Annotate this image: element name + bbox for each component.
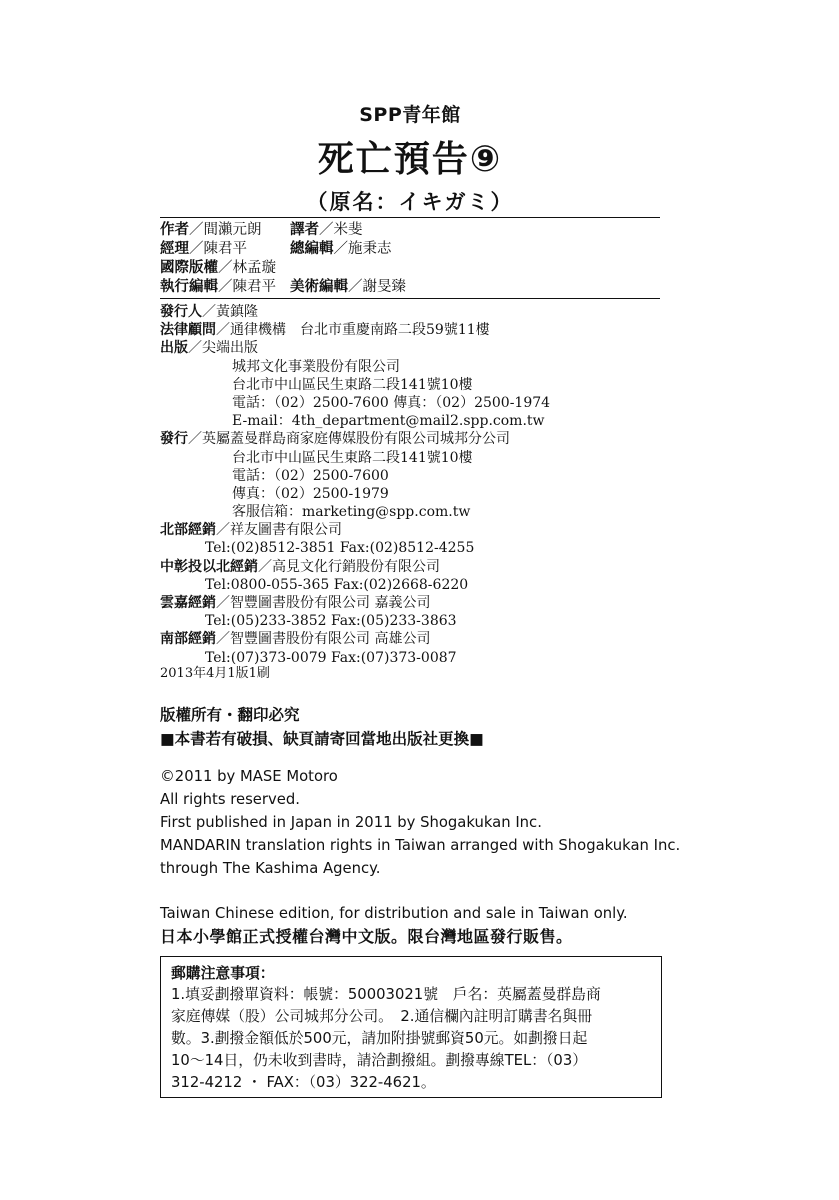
- credit-value: ／陳君平: [218, 279, 276, 295]
- credit-value: ／米斐: [319, 222, 363, 238]
- publication-line: [160, 394, 660, 412]
- title-block: [160, 100, 660, 216]
- publication-line: [160, 521, 660, 539]
- publication-value: ／高見文化行銷股份有限公司: [258, 558, 440, 575]
- copyright-line: First published in Japan in 2011 by Shogakukan Inc.: [160, 814, 542, 831]
- publication-line: [160, 539, 660, 557]
- credit-label: 執行編輯: [160, 279, 218, 295]
- damage-return-notice: ■本書若有破損、缺頁請寄回當地出版社更換■: [160, 730, 484, 748]
- publication-value: ／黃鎮隆: [202, 304, 258, 320]
- staff-credits: [160, 221, 660, 297]
- publication-value: 傳真：（02）2500-1979: [232, 485, 389, 502]
- publication-label: 中彰投以北經銷: [160, 558, 258, 575]
- publication-line: [160, 594, 660, 612]
- credit-label: 經理: [160, 241, 189, 257]
- edition-chinese: 日本小學館正式授權台灣中文版。限台灣地區發行販售。: [160, 927, 573, 946]
- credit-value: ／林孟璇: [218, 260, 276, 276]
- publication-label: 北部經銷: [160, 522, 216, 539]
- publication-line: [160, 558, 660, 576]
- publication-value: Tel:(07)373-0079 Fax:(07)373-0087: [205, 649, 457, 666]
- publication-line: [160, 358, 660, 376]
- publication-value: ／英屬蓋曼群島商家庭傳媒股份有限公司城邦分公司: [188, 431, 510, 448]
- publication-value: ／智豐圖書股份有限公司 嘉義公司: [216, 595, 431, 611]
- notice-line: 數。3.劃撥金額低於500元，請加附掛號郵資50元。如劃撥日起: [171, 1030, 588, 1047]
- original-title: （原名：イキガミ）: [306, 190, 514, 214]
- publication-line: [160, 303, 660, 321]
- notice-line: 1.填妥劃撥單資料：帳號：50003021號 戶名：英屬蓋曼群島商: [171, 986, 601, 1003]
- series-name: SPP青年館: [359, 104, 461, 126]
- publication-value: ／祥友圖書有限公司: [216, 522, 342, 539]
- publication-line: [160, 485, 660, 503]
- notice-line: 10～14日，仍未收到書時，請洽劃撥組。劃撥專線TEL：（03）: [171, 1052, 588, 1069]
- publication-value: Tel:(02)8512-3851 Fax:(02)8512-4255: [205, 540, 475, 557]
- publication-value: 電話：（02）2500-7600: [232, 467, 389, 484]
- mail-order-notice-box: [160, 956, 662, 1098]
- credit-label: 譯者: [290, 222, 319, 238]
- publication-value: ／智豐圖書股份有限公司 高雄公司: [216, 631, 431, 648]
- publication-label: 南部經銷: [160, 631, 216, 648]
- publication-line: [160, 630, 660, 648]
- publication-value: 客服信箱：marketing@spp.com.tw: [232, 504, 471, 521]
- publication-line: [160, 503, 660, 521]
- book-title: 死亡預告⑨: [317, 139, 503, 180]
- publication-value: 台北市中山區民生東路二段141號10樓: [232, 449, 473, 466]
- publication-label: 法律顧問: [160, 322, 216, 339]
- publication-line: [160, 376, 660, 394]
- publication-line: [160, 467, 660, 485]
- publication-label: 出版: [160, 340, 188, 357]
- rights-notice: [160, 703, 484, 751]
- publication-line: [160, 449, 660, 467]
- staff-row: [160, 259, 660, 278]
- publication-value: E-mail：4th_department@mail2.spp.com.tw: [232, 413, 545, 430]
- publication-line: [160, 576, 660, 594]
- copyright-line: through The Kashima Agency.: [160, 860, 381, 877]
- copyright-line: MANDARIN translation rights in Taiwan arranged with Shogakukan Inc.: [160, 837, 681, 854]
- copyright-line: ©2011 by MASE Motoro: [160, 768, 338, 785]
- publication-value: Tel:0800-055-365 Fax:(02)2668-6220: [205, 576, 469, 593]
- publication-value: ／通律機構 台北市重慶南路二段59號11樓: [216, 322, 490, 339]
- publication-label: 雲嘉經銷: [160, 595, 216, 611]
- publication-value: ／尖端出版: [188, 340, 258, 357]
- credit-label: 作者: [160, 222, 189, 238]
- publication-line: [160, 339, 660, 357]
- staff-row: [160, 278, 660, 297]
- copyright-line: All rights reserved.: [160, 791, 300, 808]
- publication-info: [160, 303, 660, 667]
- edition-notice: [160, 903, 720, 949]
- credit-label: 美術編輯: [290, 279, 348, 295]
- publication-line: [160, 412, 660, 430]
- notice-title: 郵購注意事項：: [171, 965, 275, 982]
- credit-value: ／施秉志: [333, 241, 392, 257]
- divider: [160, 298, 660, 299]
- credit-value: ／間瀨元朗: [189, 222, 262, 238]
- publication-value: 台北市中山區民生東路二段141號10樓: [232, 376, 473, 393]
- copyright-reserved: 版權所有・翻印必究: [160, 706, 300, 724]
- publication-line: [160, 321, 660, 339]
- publication-label: 發行: [160, 431, 188, 448]
- notice-line: 家庭傳媒（股）公司城邦分公司。 2.通信欄內註明訂購書名與冊: [171, 1008, 593, 1025]
- publication-label: 發行人: [160, 304, 202, 320]
- publication-value: 城邦文化事業股份有限公司: [232, 358, 400, 375]
- credit-label: 國際版權: [160, 260, 218, 276]
- publication-line: [160, 430, 660, 448]
- notice-line: 312-4212 ・ FAX：（03）322-4621。: [171, 1074, 436, 1091]
- credit-label: 總編輯: [290, 241, 334, 257]
- staff-row: [160, 221, 660, 240]
- credit-value: ／謝旻臻: [348, 279, 406, 295]
- print-date: 2013年4月1版1刷: [160, 666, 270, 681]
- english-copyright: [160, 765, 720, 880]
- divider: [160, 217, 660, 218]
- publication-line: [160, 612, 660, 630]
- credit-value: ／陳君平: [189, 241, 247, 257]
- edition-english: Taiwan Chinese edition, for distribution and sale in Taiwan only.: [160, 905, 628, 922]
- staff-row: [160, 240, 660, 259]
- publication-value: Tel:(05)233-3852 Fax:(05)233-3863: [205, 613, 457, 630]
- publication-value: 電話：（02）2500-7600 傳真：（02）2500-1974: [232, 394, 551, 411]
